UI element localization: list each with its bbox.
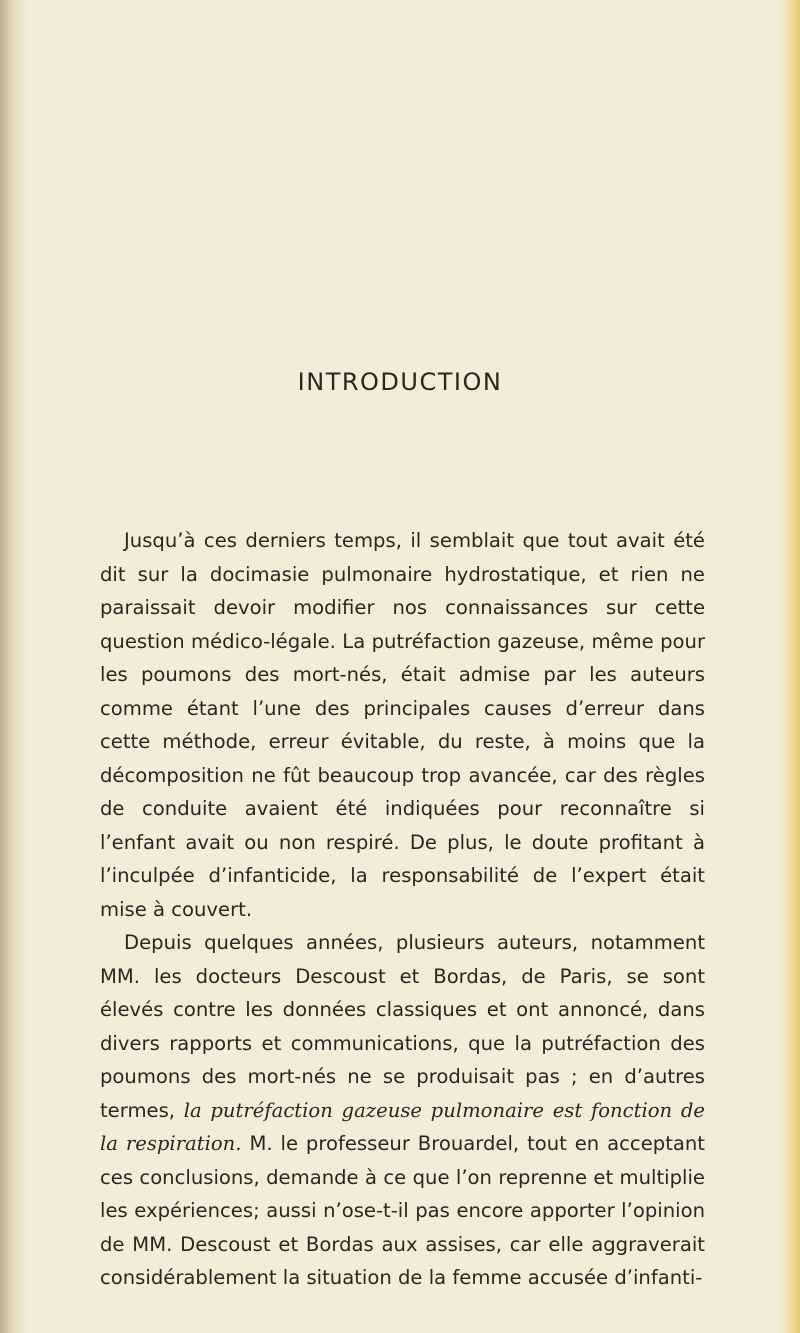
page-left-edge bbox=[0, 0, 28, 1333]
paragraph-2-end: M. le professeur Brouardel, tout en acceptant ces conclusions, demande à ce que l’on reprenne et multiplie les expériences; aussi n’ose-t-il pas encore apporter l’opinion de MM. Descoust et Bordas aux assises, car elle aggraverait considérablement la situation de la femme accusée d’infanti- bbox=[100, 1132, 705, 1289]
body-text bbox=[100, 524, 705, 1295]
page-right-edge bbox=[778, 0, 800, 1333]
italic-quote: la putréfaction gazeuse pulmonaire est fonction de la respiration. bbox=[100, 1098, 705, 1155]
paragraph-2 bbox=[100, 926, 705, 1295]
paragraph-2-start: Depuis quelques années, plusieurs auteurs, notamment MM. les docteurs Descoust et Bordas, de Paris, se sont élevés contre les données classiques et ont annoncé, dans divers rapports et communications, que la putréfaction des poumons des mort-nés ne se produisait pas ; en d’autres termes, bbox=[100, 931, 705, 1122]
page-title: INTRODUCTION bbox=[297, 368, 503, 396]
paragraph-1: Jusqu’à ces derniers temps, il semblait que tout avait été dit sur la docimasie pulmonaire hydrostatique, et rien ne paraissait devoir modifier nos connaissances sur cette question médico-légale. La putréfaction gazeuse, même pour les poumons des mort-nés, était admise par les auteurs comme étant l’une des principales causes d’erreur dans cette méthode, erreur évitable, du reste, à moins que la décomposition ne fût beaucoup trop avancée, car des règles de conduite avaient été indiquées pour reconnaître si l’enfant avait ou non respiré. De plus, le doute profitant à l’inculpée d’infanticide, la responsabilité de l’expert était mise à couvert. bbox=[100, 529, 705, 921]
